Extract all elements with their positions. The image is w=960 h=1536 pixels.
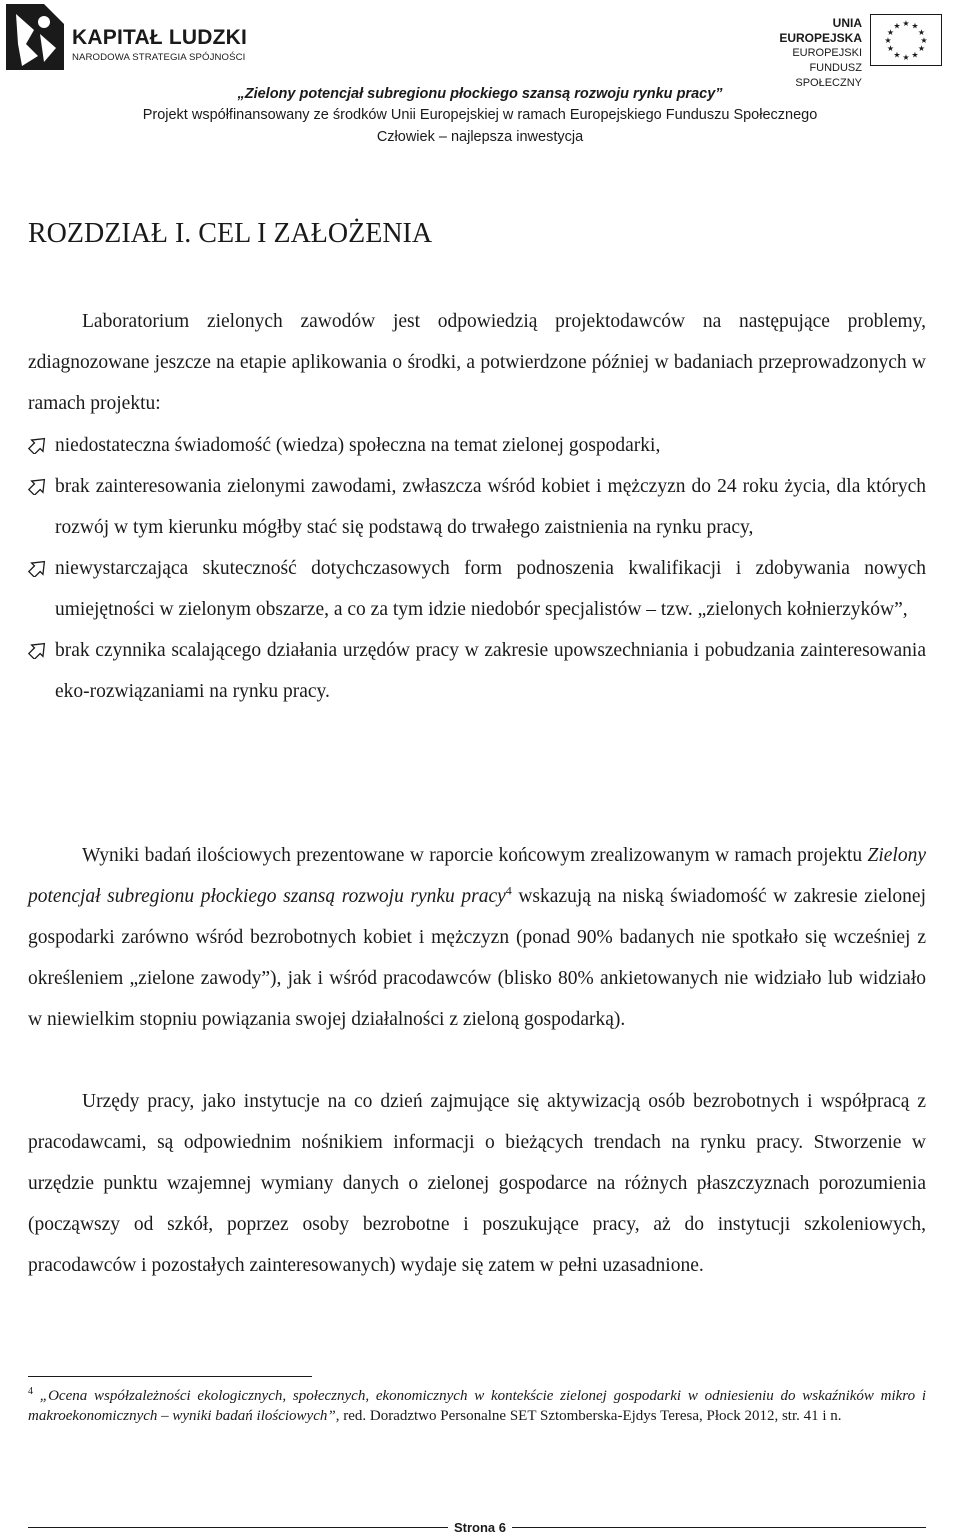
list-item — [28, 466, 926, 548]
arrow-bullet-icon — [28, 548, 48, 589]
arrow-bullet-icon — [28, 630, 48, 671]
list-item — [28, 425, 926, 466]
eu-logo — [748, 10, 948, 89]
kapital-ludzki-logo — [4, 4, 254, 74]
cofinance-note: Projekt współfinansowany ze środków Unii Europejskiej w ramach Europejskiego Funduszu Społecznego — [142, 107, 818, 123]
eu-logo-line1: UNIA EUROPEJSKA — [779, 16, 862, 45]
svg-text:★: ★ — [886, 28, 895, 37]
results-text-after: wskazują na niską świadomość w zakresie zielonej gospodarki zarówno wśród bezrobotnych kobiet i mężczyzn (ponad 90% badanych nie spotkało się wcześniej z określeniem „zielone zawody”), jak i wśród pracodawców (blisko 80% ankietowanych nie widziało lub widziało w niewielkim stopniu powiązania swojej działalności z zieloną gospodarką). — [28, 886, 926, 1030]
list-item-text: brak zainteresowania zielonymi zawodami, zwłaszcza wśród kobiet i mężczyzn do 24 roku życia, dla których rozwój w tym kierunku mógłby stać się podstawą do trwałego zaistnienia na rynku pracy, — [55, 476, 926, 538]
list-item-text: brak czynnika scalającego działania urzędów pracy w zakresie upowszechniania i pobudzania zainteresowania eko-rozwiązaniami na rynku pracy. — [55, 640, 926, 702]
list-item — [28, 630, 926, 712]
list-item-text: niewystarczająca skuteczność dotychczasowych form podnoszenia kwalifikacji i zdobywania nowych umiejętności w zielonym obszarze, a co za tym idzie niedobór specjalistów – tzw. „zielonych kołnierzyków”, — [55, 558, 926, 620]
list-item-text: niedostateczna świadomość (wiedza) społeczna na temat zielonej gospodarki, — [55, 435, 661, 456]
results-paragraph — [28, 835, 926, 1040]
kapital-ludzki-title: KAPITAŁ LUDZKI — [72, 26, 248, 49]
motto: Człowiek – najlepsza inwestycja — [376, 129, 584, 145]
chapter-title: ROZDZIAŁ I. CEL I ZAŁOŻENIA — [28, 218, 433, 249]
kapital-ludzki-subtitle: NARODOWA STRATEGIA SPÓJNOŚCI — [72, 52, 246, 63]
svg-text:★: ★ — [893, 50, 901, 60]
intro-paragraph: Laboratorium zielonych zawodów jest odpowiedzią projektodawców na następujące problemy, zdiagnozowane jeszcze na etapie aplikowania o środki, a potwierdzone później w badaniach przeprowadzonych w ramach projektu: — [28, 311, 926, 414]
svg-text:★: ★ — [917, 44, 926, 53]
eu-logo-text — [748, 16, 862, 91]
footnote-number: 4 — [28, 1386, 33, 1397]
svg-text:★: ★ — [902, 19, 910, 28]
svg-text:★: ★ — [920, 36, 928, 45]
list-item — [28, 548, 926, 630]
footnote — [28, 1386, 926, 1426]
project-title-reference: Zielony potencjał subregionu płockiego szansą rozwoju rynku pracy — [28, 845, 926, 907]
svg-text:★: ★ — [902, 53, 910, 62]
problem-list — [28, 425, 926, 712]
footnote-separator — [28, 1376, 312, 1377]
svg-text:★: ★ — [884, 36, 892, 45]
svg-text:★: ★ — [911, 50, 919, 60]
svg-text:★: ★ — [886, 44, 895, 53]
eu-logo-line2: EUROPEJSKI — [792, 47, 862, 59]
svg-text:★: ★ — [893, 21, 901, 31]
footnote-reference[interactable]: 4 — [505, 883, 512, 898]
page-number — [0, 1520, 960, 1535]
footnote-source-title: „Ocena współzależności ekologicznych, społecznych, ekonomicznych w kontekście zielonej gospodarki w odniesieniu do wskaźników mikro i makroekonomicznych – wyniki badań ilościowych” — [28, 1388, 926, 1424]
svg-text:★: ★ — [917, 28, 926, 37]
arrow-bullet-icon — [28, 466, 48, 507]
labour-offices-paragraph: Urzędy pracy, jako instytucje na co dzień zajmujące się aktywizacją osób bezrobotnych i współpracą z pracodawcami, są odpowiednim nośnikiem informacji o bieżących trendach na rynku pracy. Stworzenie w urzędzie punktu wzajemnej wymiany danych o zielonej gospodarce na różnych płaszczyznach porozumienia (począwszy od szkół, poprzez osoby bezrobotne i poszukujące pracy, aż do instytucji szkoleniowych, pracodawców i pozostałych zainteresowanych) wydaje się zatem w pełni uzasadnione. — [28, 1091, 926, 1276]
arrow-bullet-icon — [28, 425, 48, 466]
project-title: „Zielony potencjał subregionu płockiego szansą rozwoju rynku pracy” — [237, 86, 723, 102]
page-number-label: Strona 6 — [448, 1520, 512, 1535]
eu-flag-icon — [870, 14, 942, 66]
kapital-ludzki-emblem-icon — [4, 4, 66, 70]
footnote-source-details: , red. Doradztwo Personalne SET Sztomberska-Ejdys Teresa, Płock 2012, str. 41 i n. — [335, 1408, 842, 1424]
eu-logo-line3: FUNDUSZ SPOŁECZNY — [795, 62, 862, 89]
svg-text:★: ★ — [911, 21, 919, 31]
results-text-before: Wyniki badań ilościowych prezentowane w raporcie końcowym zrealizowanym w ramach projektu — [82, 845, 868, 866]
